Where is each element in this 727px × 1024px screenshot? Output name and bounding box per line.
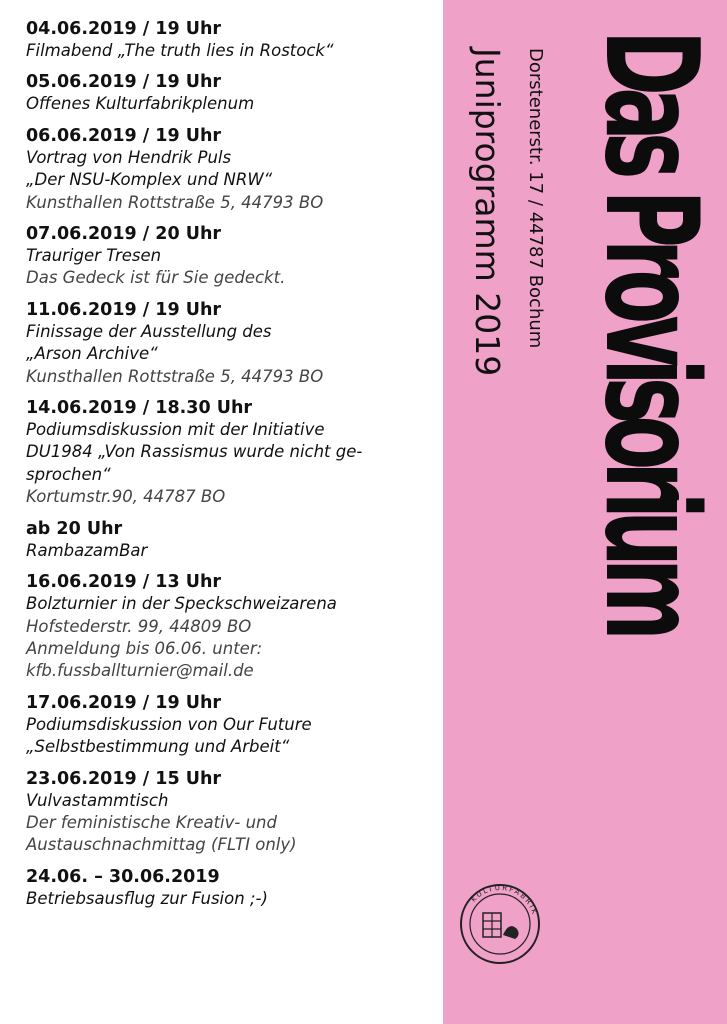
event-description: Bolzturnier in der Speckschweizarena	[26, 594, 337, 614]
event-item	[26, 768, 431, 857]
kulturfabrik-logo-icon	[459, 883, 541, 965]
event-date: 17.06.2019 / 19 Uhr	[26, 692, 222, 713]
event-location: Anmeldung bis 06.06. unter:	[26, 638, 263, 658]
svg-text:KULTURFABRIK	[469, 884, 538, 917]
event-description: „Arson Archive“	[26, 344, 158, 364]
event-location: Kunsthallen Rottstraße 5, 44793 BO	[26, 366, 324, 386]
event-item	[26, 71, 431, 115]
event-item	[26, 571, 431, 683]
event-date: 16.06.2019 / 13 Uhr	[26, 572, 222, 593]
event-item	[26, 692, 431, 759]
event-list	[26, 18, 431, 919]
event-location: Hofstederstr. 99, 44809 BO	[26, 616, 252, 636]
event-location: kfb.fussballturnier@mail.de	[26, 661, 254, 681]
event-date: 23.06.2019 / 15 Uhr	[26, 768, 222, 789]
event-description: Filmabend „The truth lies in Rostock“	[26, 41, 334, 60]
event-date: 11.06.2019 / 19 Uhr	[26, 299, 222, 320]
event-item	[26, 18, 431, 62]
event-location: Kunsthallen Rottstraße 5, 44793 BO	[26, 192, 324, 212]
event-description: Offenes Kulturfabrikplenum	[26, 94, 255, 114]
event-location: Das Gedeck ist für Sie gedeckt.	[26, 268, 286, 288]
event-description: Podiumsdiskussion von Our Future	[26, 714, 312, 734]
event-description: Podiumsdiskussion mit der Initiative	[26, 420, 325, 440]
event-date: 07.06.2019 / 20 Uhr	[26, 224, 222, 245]
event-description: sprochen“	[26, 464, 111, 484]
event-item	[26, 125, 431, 214]
event-description: „Selbstbestimmung und Arbeit“	[26, 737, 290, 757]
logo-text: KULTURFABRIK	[469, 883, 539, 917]
event-description: Betriebsausflug zur Fusion ;-)	[26, 888, 268, 908]
event-item	[26, 299, 431, 388]
event-location: Kortumstr.90, 44787 BO	[26, 487, 226, 507]
event-date: 04.06.2019 / 19 Uhr	[26, 19, 222, 39]
event-date: 14.06.2019 / 18.30 Uhr	[26, 398, 253, 419]
event-description: DU1984 „Von Rassismus wurde nicht ge-	[26, 442, 363, 462]
event-description: Vulvastammtisch	[26, 790, 169, 810]
event-item	[26, 866, 431, 910]
event-location: Austauschnachmittag (FLTI only)	[26, 835, 297, 855]
event-date: ab 20 Uhr	[26, 518, 123, 539]
event-description: RambazamBar	[26, 540, 148, 560]
event-description: Vortrag von Hendrik Puls	[26, 147, 232, 167]
event-date: 06.06.2019 / 19 Uhr	[26, 125, 222, 146]
brand-title: Das Provisorium	[576, 30, 725, 633]
event-location: Der feministische Kreativ- und	[26, 812, 277, 832]
event-item	[26, 397, 431, 509]
event-description: Finissage der Ausstellung des	[26, 321, 272, 341]
event-date: 05.06.2019 / 19 Uhr	[26, 72, 222, 93]
program-title: Juniprogramm 2019	[468, 48, 507, 377]
event-item	[26, 518, 431, 562]
venue-address: Dorstenerstr. 17 / 44787 Bochum	[525, 48, 546, 349]
event-item	[26, 223, 431, 290]
event-description: Trauriger Tresen	[26, 246, 162, 266]
event-description: „Der NSU-Komplex und NRW“	[26, 170, 273, 190]
event-date: 24.06. – 30.06.2019	[26, 866, 220, 887]
